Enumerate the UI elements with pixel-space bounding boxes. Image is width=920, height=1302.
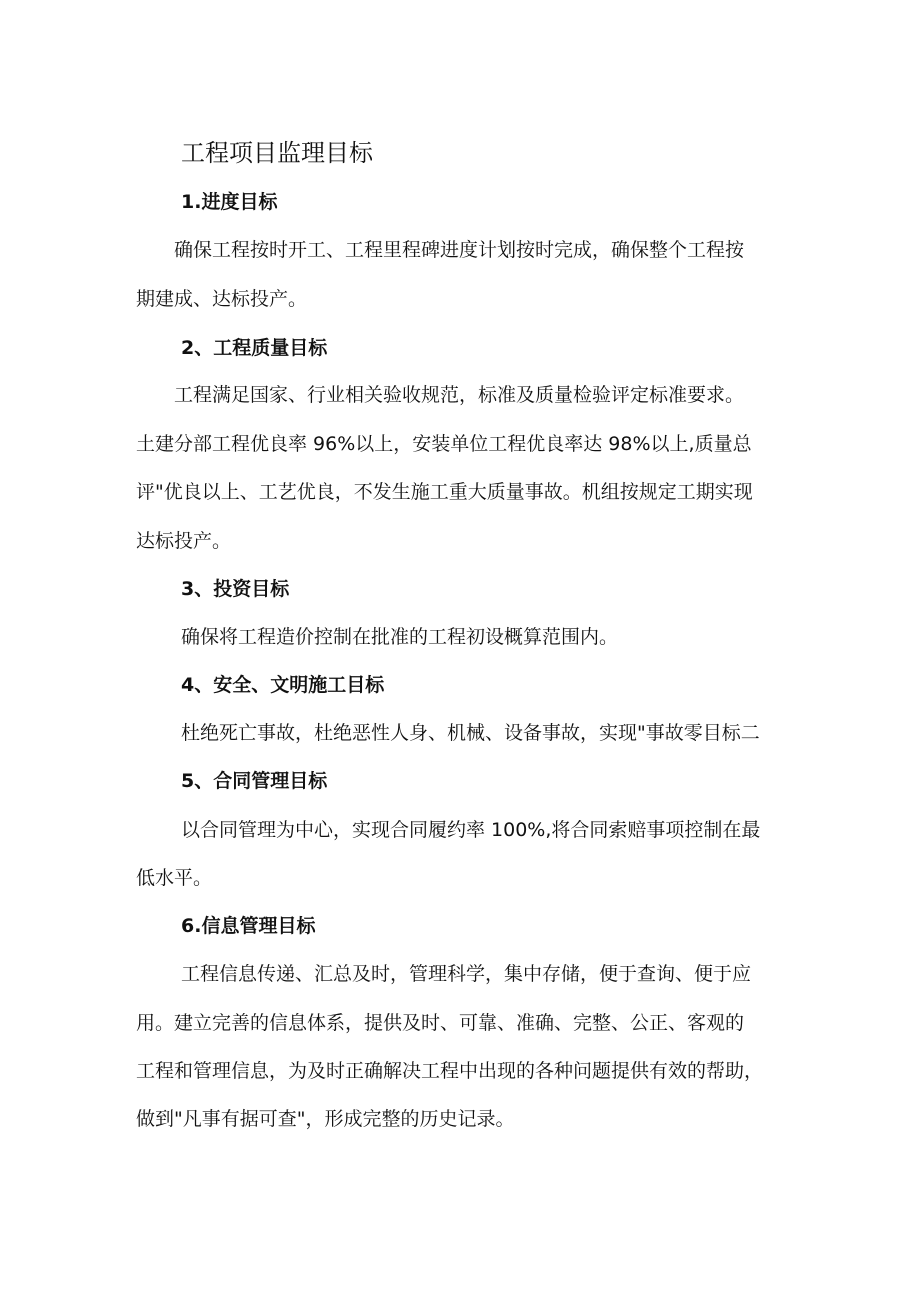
paragraph-line: 用。建立完善的信息体系，提供及时、可靠、准确、完整、公正、客观的 xyxy=(136,1012,745,1034)
paragraph-line: 工程信息传递、汇总及时，管理科学，集中存储，便于查询、便于应 xyxy=(181,963,752,985)
paragraph-line: 工程满足国家、行业相关验收规范，标准及质量检验评定标准要求。 xyxy=(174,384,745,406)
paragraph-line: 杜绝死亡事故，杜绝恶性人身、机械、设备事故，实现"事故零目标二 xyxy=(181,722,760,744)
paragraph-line: 评"优良以上、工艺优良，不发生施工重大质量事故。机组按规定工期实现 xyxy=(136,481,753,503)
section-heading-investment: 3、投资目标 xyxy=(181,578,290,600)
paragraph-line: 确保工程按时开工、工程里程碑进度计划按时完成，确保整个工程按 xyxy=(174,239,745,261)
paragraph-line: 低水平。 xyxy=(136,867,213,889)
section-heading-progress: 1.进度目标 xyxy=(181,191,278,213)
section-heading-contract: 5、合同管理目标 xyxy=(181,770,328,792)
section-heading-quality: 2、工程质量目标 xyxy=(181,337,328,359)
paragraph-line: 做到"凡事有据可查"，形成完整的历史记录。 xyxy=(136,1108,515,1130)
paragraph-line: 以合同管理为中心，实现合同履约率 100%,将合同索赔事项控制在最 xyxy=(181,819,761,841)
paragraph-line: 达标投产。 xyxy=(136,530,232,552)
paragraph-line: 期建成、达标投产。 xyxy=(136,288,308,310)
paragraph-line: 工程和管理信息，为及时正确解决工程中出现的各种问题提供有效的帮助， xyxy=(136,1060,764,1082)
section-heading-safety: 4、安全、文明施工目标 xyxy=(181,674,385,696)
paragraph-line: 土建分部工程优良率 96%以上，安装单位工程优良率达 98%以上,质量总 xyxy=(136,433,752,455)
paragraph-line: 确保将工程造价控制在批准的工程初设概算范围内。 xyxy=(181,626,619,648)
document-title: 工程项目监理目标 xyxy=(181,139,373,167)
section-heading-information: 6.信息管理目标 xyxy=(181,915,316,937)
